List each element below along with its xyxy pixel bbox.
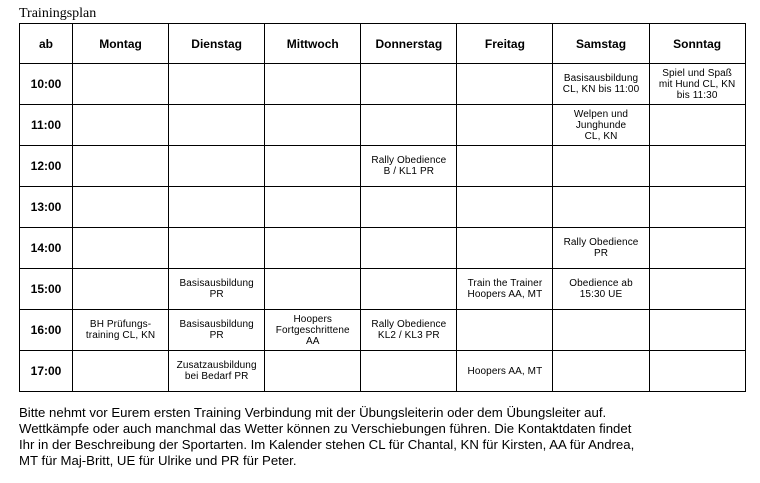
column-header-donnerstag: Donnerstag <box>361 24 457 64</box>
schedule-table <box>19 23 746 392</box>
schedule-cell <box>73 269 169 310</box>
schedule-cell <box>457 228 553 269</box>
schedule-cell <box>169 64 265 105</box>
schedule-cell: Welpen und Junghunde CL, KN <box>553 105 649 146</box>
table-row <box>20 146 746 187</box>
column-header-samstag: Samstag <box>553 24 649 64</box>
schedule-cell <box>553 351 649 392</box>
time-cell: 15:00 <box>20 269 73 310</box>
schedule-cell <box>169 187 265 228</box>
schedule-cell <box>553 146 649 187</box>
schedule-cell <box>361 228 457 269</box>
schedule-cell <box>265 146 361 187</box>
schedule-cell <box>361 351 457 392</box>
column-header-dienstag: Dienstag <box>169 24 265 64</box>
info-paragraph: Bitte nehmt vor Eurem ersten Training Verbindung mit der Übungsleiterin oder dem Übungsleiter auf. Wettkämpfe oder auch manchmal das Wetter können zu Verschiebungen führen. Die Kontaktdaten findet Ihr in der Beschreibung der Sportarten. Im Kalender stehen CL für Chantal, KN für Kirsten, AA für Andrea, MT für Maj-Britt, UE für Ulrike und PR für Peter. <box>19 405 635 468</box>
schedule-cell <box>649 310 745 351</box>
table-row <box>20 64 746 105</box>
schedule-cell <box>73 351 169 392</box>
table-row <box>20 105 746 146</box>
table-row <box>20 187 746 228</box>
schedule-cell: Hoopers Fortgeschrittene AA <box>265 310 361 351</box>
schedule-cell <box>169 146 265 187</box>
time-cell: 10:00 <box>20 64 73 105</box>
table-row <box>20 228 746 269</box>
time-cell: 16:00 <box>20 310 73 351</box>
schedule-cell: BH Prüfungs- training CL, KN <box>73 310 169 351</box>
schedule-cell: Zusatzausbildung bei Bedarf PR <box>169 351 265 392</box>
schedule-cell <box>265 228 361 269</box>
schedule-cell <box>73 105 169 146</box>
schedule-cell <box>265 64 361 105</box>
schedule-cell <box>73 146 169 187</box>
schedule-cell: Obedience ab 15:30 UE <box>553 269 649 310</box>
schedule-cell: Rally Obedience PR <box>553 228 649 269</box>
schedule-cell <box>265 187 361 228</box>
table-row <box>20 351 746 392</box>
schedule-cell <box>457 105 553 146</box>
schedule-cell <box>73 228 169 269</box>
schedule-cell: Spiel und Spaß mit Hund CL, KN bis 11:30 <box>649 64 745 105</box>
schedule-cell: Basisausbildung CL, KN bis 11:00 <box>553 64 649 105</box>
schedule-cell <box>553 187 649 228</box>
schedule-cell <box>649 269 745 310</box>
column-header-montag: Montag <box>73 24 169 64</box>
schedule-cell <box>361 269 457 310</box>
time-cell: 12:00 <box>20 146 73 187</box>
schedule-cell: Basisausbildung PR <box>169 310 265 351</box>
schedule-cell <box>457 310 553 351</box>
column-header-mittwoch: Mittwoch <box>265 24 361 64</box>
schedule-cell <box>457 146 553 187</box>
schedule-cell <box>265 105 361 146</box>
column-header-ab: ab <box>20 24 73 64</box>
schedule-cell <box>649 228 745 269</box>
schedule-cell <box>649 146 745 187</box>
time-cell: 17:00 <box>20 351 73 392</box>
time-cell: 14:00 <box>20 228 73 269</box>
schedule-cell <box>265 351 361 392</box>
page-title: Trainingsplan <box>19 6 97 21</box>
schedule-cell <box>649 351 745 392</box>
schedule-cell <box>361 64 457 105</box>
schedule-cell <box>169 105 265 146</box>
table-row <box>20 310 746 351</box>
time-cell: 13:00 <box>20 187 73 228</box>
schedule-cell <box>457 64 553 105</box>
schedule-cell: Rally Obedience B / KL1 PR <box>361 146 457 187</box>
schedule-cell <box>649 187 745 228</box>
schedule-cell <box>457 187 553 228</box>
column-header-sonntag: Sonntag <box>649 24 745 64</box>
schedule-cell <box>73 64 169 105</box>
schedule-cell: Rally Obedience KL2 / KL3 PR <box>361 310 457 351</box>
schedule-cell: Hoopers AA, MT <box>457 351 553 392</box>
schedule-cell <box>361 105 457 146</box>
schedule-cell <box>169 228 265 269</box>
schedule-cell <box>73 187 169 228</box>
schedule-cell <box>265 269 361 310</box>
schedule-cell <box>361 187 457 228</box>
time-cell: 11:00 <box>20 105 73 146</box>
table-row <box>20 269 746 310</box>
schedule-cell <box>649 105 745 146</box>
header-row <box>20 24 746 64</box>
column-header-freitag: Freitag <box>457 24 553 64</box>
schedule-cell: Basisausbildung PR <box>169 269 265 310</box>
schedule-cell <box>553 310 649 351</box>
schedule-cell: Train the Trainer Hoopers AA, MT <box>457 269 553 310</box>
